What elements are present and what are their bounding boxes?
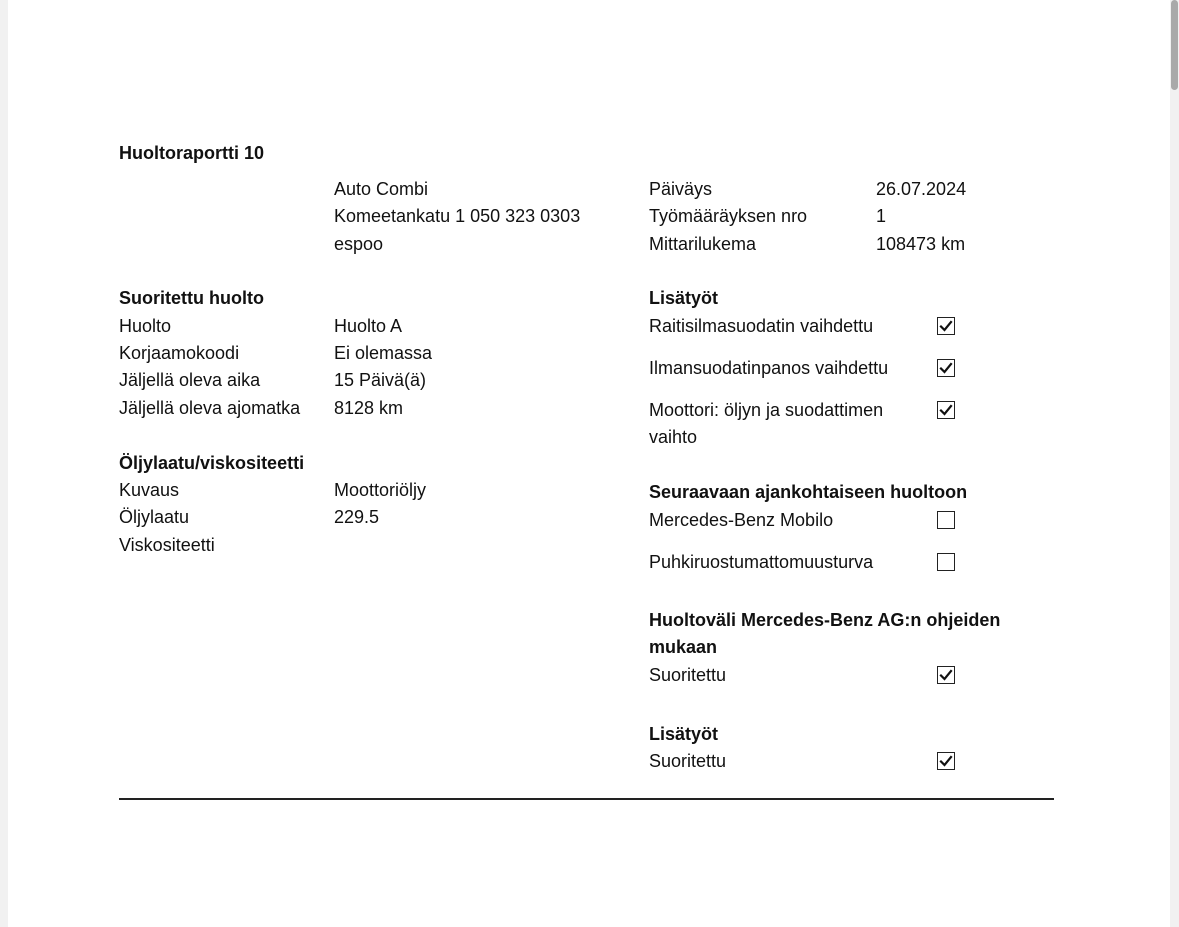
info-value-date: 26.07.2024 [876,179,967,199]
dealer-name: Auto Combi [334,179,429,199]
service-label: Huolto [119,316,172,336]
oil-label: Kuvaus [119,480,180,500]
service-value: Huolto A [334,316,403,336]
checkbox-unchecked[interactable] [937,511,955,529]
oil-value: Moottoriöljy [334,480,427,500]
service-label: Jäljellä oleva ajomatka [119,398,301,418]
checkbox-checked[interactable] [937,666,955,684]
next-service-item-label: Mercedes-Benz Mobilo [649,510,834,530]
next-service-item-label: Puhkiruostumattomuusturva [649,552,874,572]
info-value-order: 1 [876,206,887,226]
checkbox-checked[interactable] [937,359,955,377]
dealer-city: espoo [334,234,384,254]
checkmark-icon [939,361,953,375]
checkbox-checked[interactable] [937,401,955,419]
checkmark-icon [939,319,953,333]
checkmark-icon [939,403,953,417]
info-label-date: Päiväys [649,179,713,199]
info-value-odometer: 108473 km [876,234,966,254]
checkmark-icon [939,668,953,682]
checkbox-unchecked[interactable] [937,553,955,571]
extra-work-2-heading: Lisätyöt [649,724,719,744]
checkbox-checked[interactable] [937,752,955,770]
service-value: 8128 km [334,398,404,418]
scrollbar-thumb[interactable] [1171,0,1178,90]
service-value: 15 Päivä(ä) [334,370,427,390]
service-label: Jäljellä oleva aika [119,370,261,390]
info-label-odometer: Mittarilukema [649,234,757,254]
oil-label: Öljylaatu [119,507,190,527]
extra-work-item-label: Raitisilmasuodatin vaihdettu [649,316,874,336]
scrollbar-track[interactable] [1170,0,1179,927]
dealer-address: Komeetankatu 1 050 323 0303 [334,206,581,226]
checkbox-checked[interactable] [937,317,955,335]
divider-line [119,798,1054,800]
interval-item-label: Suoritettu [649,665,727,685]
extra-work-item-label: Moottori: öljyn ja suodattimen vaihto [649,400,884,447]
next-service-heading: Seuraavaan ajankohtaiseen huoltoon [649,482,968,502]
interval-heading: Huoltoväli Mercedes-Benz AG:n ohjeiden mukaan [649,610,1001,657]
info-label-order: Työmääräyksen nro [649,206,808,226]
checkmark-icon [939,754,953,768]
report-page [8,0,1170,927]
extra-work-item-label: Ilmansuodatinpanos vaihdettu [649,358,889,378]
oil-label: Viskositeetti [119,535,215,555]
oil-heading: Öljylaatu/viskositeetti [119,453,305,473]
service-heading: Suoritettu huolto [119,288,264,308]
extra-work-2-item-label: Suoritettu [649,751,727,771]
service-label: Korjaamokoodi [119,343,240,363]
oil-value: 229.5 [334,507,380,527]
extra-work-heading: Lisätyöt [649,288,719,308]
report-title: Huoltoraportti 10 [119,143,265,163]
service-value: Ei olemassa [334,343,433,363]
